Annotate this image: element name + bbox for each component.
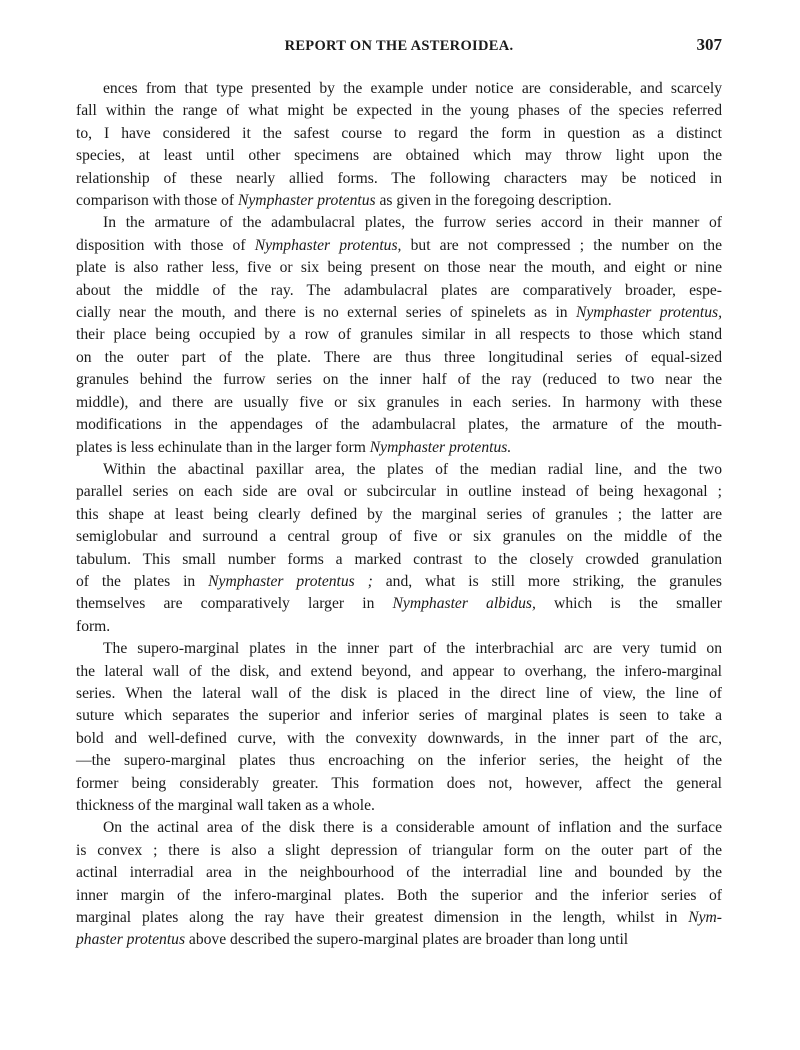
text-line <box>76 212 722 234</box>
text-segment: and, what is still more striking, the granules <box>372 572 722 590</box>
text-line <box>76 347 722 369</box>
italic-taxon: Nymphaster protentus, <box>575 304 722 322</box>
text-segment: cially near the mouth, and there is no external series of spinelets as in <box>76 304 576 322</box>
text-segment: former being considerably greater. This formation does not, however, affect the general <box>76 774 722 792</box>
text-line <box>76 549 722 571</box>
text-line <box>76 773 722 795</box>
text-line <box>76 145 722 167</box>
text-segment: middle), and there are usually five or six granules in each series. In harmony with these <box>76 393 722 411</box>
text-segment: relationship of these nearly allied forms. The following characters may be noticed in <box>76 169 722 187</box>
text-line <box>76 929 722 951</box>
text-segment: thickness of the marginal wall taken as a whole. <box>76 797 375 814</box>
text-line <box>76 257 722 279</box>
text-line <box>76 414 722 436</box>
text-segment: this shape at least being clearly defined by the marginal series of granules ; the latter are <box>76 505 722 523</box>
text-segment: which is the smaller <box>535 595 722 613</box>
text-line <box>76 616 722 638</box>
text-line <box>76 123 722 145</box>
italic-taxon: Nymphaster protentus, <box>254 236 402 254</box>
text-segment: parallel series on each side are oval or subcircular in outline instead of being hexagonal ; <box>76 483 722 501</box>
running-head: REPORT ON THE ASTEROIDEA. <box>284 38 514 54</box>
text-segment: comparison with those of <box>76 192 238 210</box>
text-line <box>76 437 722 459</box>
text-line <box>76 638 722 660</box>
text-segment: Within the abactinal paxillar area, the plates of the median radial line, and the two <box>103 460 722 478</box>
italic-taxon: Nymphaster protentus. <box>369 438 512 456</box>
text-line <box>76 100 722 122</box>
text-line <box>76 78 722 100</box>
text-line <box>76 907 722 929</box>
text-segment: tabulum. This small number forms a marked contrast to the closely crowded granulation <box>76 550 722 568</box>
italic-taxon: phaster protentus <box>76 931 186 949</box>
text-segment: about the middle of the ray. The adambulacral plates are comparatively broader, espe- <box>76 281 722 299</box>
text-segment: suture which separates the superior and inferior series of marginal plates is seen to take a <box>76 707 722 725</box>
paragraph <box>76 78 722 212</box>
text-line <box>76 168 722 190</box>
text-segment: is convex ; there is also a slight depression of triangular form on the outer part of the <box>76 841 722 859</box>
text-segment: to, I have considered it the safest course to regard the form in question as a distinct <box>76 124 722 142</box>
text-segment: marginal plates along the ray have their greatest dimension in the length, whilst in <box>76 909 689 927</box>
text-segment: of the plates in <box>76 572 209 590</box>
text-line <box>76 190 722 212</box>
text-line <box>76 369 722 391</box>
text-line <box>76 571 722 593</box>
page-header <box>76 35 722 62</box>
text-segment: series. When the lateral wall of the disk is placed in the direct line of view, the line of <box>76 684 722 702</box>
text-segment: plate is also rather less, five or six being present on those near the mouth, and eight or nine <box>76 259 722 277</box>
text-line <box>76 750 722 772</box>
text-segment: plates is less echinulate than in the larger form <box>76 438 370 456</box>
text-segment: inner margin of the infero-marginal plates. Both the superior and the inferior series of <box>76 886 722 904</box>
text-segment: fall within the range of what might be expected in the young phases of the species referred <box>76 102 722 120</box>
text-segment: their place being occupied by a row of granules similar in all respects to those which stand <box>76 326 722 344</box>
text-segment: On the actinal area of the disk there is a considerable amount of inflation and the surface <box>103 819 722 837</box>
text-line <box>76 885 722 907</box>
text-segment: form. <box>76 617 111 635</box>
text-segment: granules behind the furrow series on the inner half of the ray (reduced to two near the <box>76 371 722 389</box>
text-line <box>76 683 722 705</box>
text-segment: modifications in the appendages of the adambulacral plates, the armature of the mouth- <box>76 416 722 434</box>
text-line <box>76 705 722 727</box>
text-segment: In the armature of the adambulacral plates, the furrow series accord in their manner of <box>103 214 722 232</box>
text-line <box>76 593 722 615</box>
text-line <box>76 392 722 414</box>
text-line <box>76 235 722 257</box>
italic-taxon: Nym- <box>688 909 722 927</box>
text-segment: semiglobular and surround a central group of five or six granules on the middle of the <box>76 528 722 546</box>
paragraph <box>76 459 722 638</box>
text-segment: —the supero-marginal plates thus encroaching on the inferior series, the height of the <box>76 752 722 770</box>
paragraph <box>76 638 722 817</box>
body-text <box>76 78 722 952</box>
text-line <box>76 324 722 346</box>
text-line <box>76 459 722 481</box>
text-segment: on the outer part of the plate. There are thus three longitudinal series of equal-sized <box>76 348 722 366</box>
italic-taxon: Nymphaster protentus ; <box>208 572 373 590</box>
text-segment: disposition with those of <box>76 236 255 254</box>
text-line <box>76 795 722 817</box>
paragraph <box>76 212 722 458</box>
text-segment: the lateral wall of the disk, and extend beyond, and appear to overhang, the infero-marginal <box>76 662 722 680</box>
italic-taxon: Nymphaster albidus, <box>392 595 536 613</box>
text-line <box>76 661 722 683</box>
paragraph <box>76 817 722 951</box>
text-line <box>76 862 722 884</box>
text-line <box>76 504 722 526</box>
text-line <box>76 280 722 302</box>
text-line <box>76 817 722 839</box>
text-segment: above described the supero-marginal plates are broader than long until <box>185 931 629 949</box>
text-line <box>76 728 722 750</box>
text-line <box>76 481 722 503</box>
italic-taxon: Nymphaster protentus <box>237 192 376 210</box>
text-segment: The supero-marginal plates in the inner part of the interbrachial arc are very tumid on <box>103 640 722 658</box>
text-line <box>76 302 722 324</box>
text-line <box>76 526 722 548</box>
text-segment: but are not compressed ; the number on the <box>401 236 722 254</box>
text-segment: ences from that type presented by the example under notice are considerable, and scarcely <box>103 80 722 97</box>
text-segment: as given in the foregoing description. <box>375 192 612 210</box>
text-segment: actinal interradial area in the neighbourhood of the interradial line and bounded by the <box>76 864 722 882</box>
text-line <box>76 840 722 862</box>
page-number: 307 <box>696 35 722 54</box>
text-segment: themselves are comparatively larger in <box>76 595 393 613</box>
text-segment: bold and well-defined curve, with the convexity downwards, in the inner part of the arc, <box>76 729 722 747</box>
text-segment: species, at least until other specimens are obtained which may throw light upon the <box>76 147 722 165</box>
